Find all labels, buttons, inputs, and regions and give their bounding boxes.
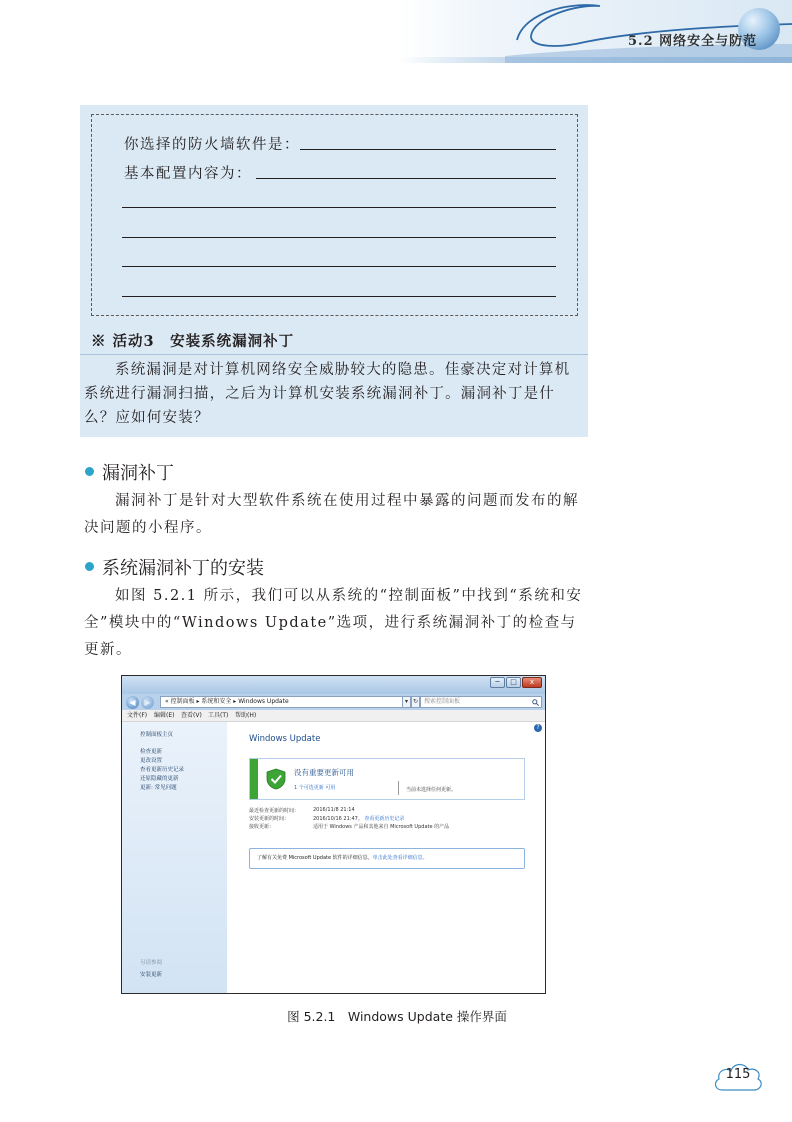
- optional-updates-link[interactable]: 1 个可选更新 可用: [294, 785, 336, 791]
- firewall-answer-line[interactable]: [300, 149, 556, 150]
- status-divider: [398, 781, 399, 795]
- info-value-installed: [313, 815, 404, 822]
- sidebar: [122, 722, 227, 994]
- sidebar-link-restore-hidden[interactable]: 还原隐藏的更新: [140, 776, 179, 782]
- maximize-button[interactable]: □: [506, 677, 521, 688]
- info-label-receive: 接收更新：: [249, 824, 275, 830]
- help-icon[interactable]: ?: [534, 724, 542, 732]
- firewall-label: 你选择的防火墙软件是：: [124, 137, 300, 153]
- menu-tools[interactable]: 工具(T): [208, 712, 229, 719]
- sidebar-link-faq[interactable]: 更新: 常见问题: [140, 785, 177, 791]
- bullet-icon: [85, 467, 94, 476]
- menu-bar: [122, 710, 545, 722]
- info-value-last-check: 2016/11/8 21:14: [313, 807, 355, 813]
- bullet-icon: [85, 562, 94, 571]
- microsoft-update-note: [249, 848, 525, 869]
- note-text: 了解有关免费 Microsoft Update 软件的详细信息。: [257, 855, 373, 861]
- answer-line[interactable]: [122, 237, 556, 238]
- close-button[interactable]: x: [522, 677, 542, 688]
- activity-title: ※ 活动3 安装系统漏洞补丁: [91, 333, 295, 350]
- status-note: 当前未选择任何更新。: [406, 787, 457, 793]
- address-dropdown-button[interactable]: ▾: [402, 696, 411, 708]
- view-history-link[interactable]: 查看更新历史记录: [364, 816, 405, 822]
- navigation-bar: [122, 694, 545, 710]
- address-bar[interactable]: « 控制面板 ▸ 系统和安全 ▸ Windows Update: [160, 696, 415, 708]
- status-color-bar: [250, 759, 258, 799]
- menu-file[interactable]: 文件(F): [127, 712, 148, 719]
- info-value-receive: 适用于 Windows 产品和其他来自 Microsoft Update 的产品: [313, 824, 450, 830]
- sidebar-link-change-settings[interactable]: 更改设置: [140, 758, 163, 764]
- back-button[interactable]: ◀: [126, 696, 139, 709]
- section-header: 5.2 网络安全与防范: [628, 34, 758, 49]
- sidebar-home-link[interactable]: 控制面板主页: [140, 732, 174, 738]
- info-label-installed: 安装更新的时间：: [249, 816, 290, 822]
- menu-view[interactable]: 查看(V): [181, 712, 202, 719]
- forward-button[interactable]: ▶: [141, 696, 154, 709]
- update-status-panel: [249, 758, 525, 800]
- window-titlebar: [122, 676, 545, 694]
- activity-paragraph: 系统漏洞是对计算机网络安全威胁较大的隐患。佳豪决定对计算机系统进行漏洞扫描，之后为计算机安装系统漏洞补丁。漏洞补丁是什么？应如何安装？: [84, 362, 571, 426]
- installed-time: 2016/10/16 21:47。: [313, 816, 363, 822]
- sidebar-link-update-history[interactable]: 查看更新历史记录: [140, 767, 185, 773]
- sidebar-link-installed-updates[interactable]: 安装更新: [140, 972, 163, 978]
- activity-divider: [80, 354, 588, 355]
- menu-edit[interactable]: 编辑(E): [154, 712, 175, 719]
- answer-line[interactable]: [122, 296, 556, 297]
- info-label-last-check: 最近检查更新的时间：: [249, 808, 300, 814]
- windows-update-screenshot: [121, 675, 546, 994]
- minimize-button[interactable]: ─: [490, 677, 505, 688]
- details-link[interactable]: 单击此处查看详细信息。: [372, 855, 428, 861]
- windows-update-title: Windows Update: [249, 734, 321, 744]
- config-answer-line[interactable]: [256, 178, 556, 179]
- section-heading: 漏洞补丁: [102, 463, 174, 484]
- search-icon[interactable]: [532, 699, 539, 706]
- config-label: 基本配置内容为：: [124, 166, 252, 182]
- section-paragraph: 如图 5.2.1 所示，我们可以从系统的“控制面板”中找到“系统和安全”模块中的“Windows Update”选项，进行系统漏洞补丁的检查与更新。: [84, 588, 583, 658]
- shield-check-icon: [266, 768, 286, 790]
- sidebar-see-also: 另请参阅: [140, 960, 163, 966]
- menu-help[interactable]: 帮助(H): [235, 712, 257, 719]
- main-pane: [227, 722, 545, 994]
- answer-line[interactable]: [122, 207, 556, 208]
- status-title: 没有重要更新可用: [294, 768, 354, 777]
- refresh-button[interactable]: ↻: [411, 696, 420, 708]
- section-heading: 系统漏洞补丁的安装: [102, 558, 264, 579]
- figure-caption: 图 5.2.1 Windows Update 操作界面: [287, 1009, 507, 1024]
- page-number: 115: [725, 1067, 751, 1082]
- sidebar-link-check-updates[interactable]: 检查更新: [140, 749, 163, 755]
- search-input[interactable]: 搜索控制面板: [420, 696, 542, 708]
- section-paragraph: 漏洞补丁是针对大型软件系统在使用过程中暴露的问题而发布的解决问题的小程序。: [84, 493, 579, 536]
- answer-line[interactable]: [122, 266, 556, 267]
